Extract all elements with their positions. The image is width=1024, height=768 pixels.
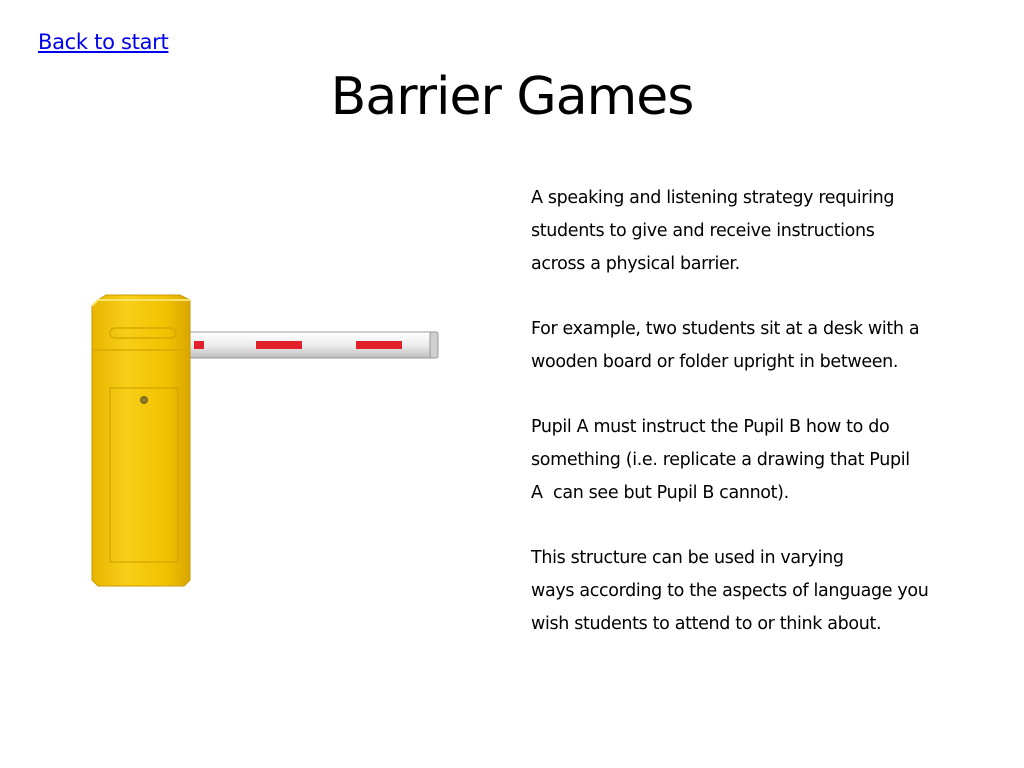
- barrier-arm: [184, 332, 438, 358]
- paragraph-intro: A speaking and listening strategy requiring students to give and receive instructions across a physical barrier.: [531, 188, 895, 274]
- paragraph-example: For example, two students sit at a desk with a wooden board or folder upright in between.: [531, 319, 920, 372]
- barrier-housing: [92, 295, 190, 586]
- back-to-start-link[interactable]: Back to start: [38, 30, 169, 54]
- description-text: [531, 182, 971, 673]
- paragraph-instruction: Pupil A must instruct the Pupil B how to do something (i.e. replicate a drawing that Pupil A can see but Pupil B cannot).: [531, 417, 910, 503]
- arm-stripe: [256, 341, 302, 349]
- paragraph-usage: This structure can be used in varying ways according to the aspects of language you wish students to attend to or think about.: [531, 548, 929, 634]
- arm-stripe: [356, 341, 402, 349]
- page-title: Barrier Games: [330, 67, 694, 127]
- boom-barrier-gate-icon: [84, 292, 444, 592]
- lock-icon: [141, 397, 148, 404]
- arm-stripe: [194, 341, 204, 349]
